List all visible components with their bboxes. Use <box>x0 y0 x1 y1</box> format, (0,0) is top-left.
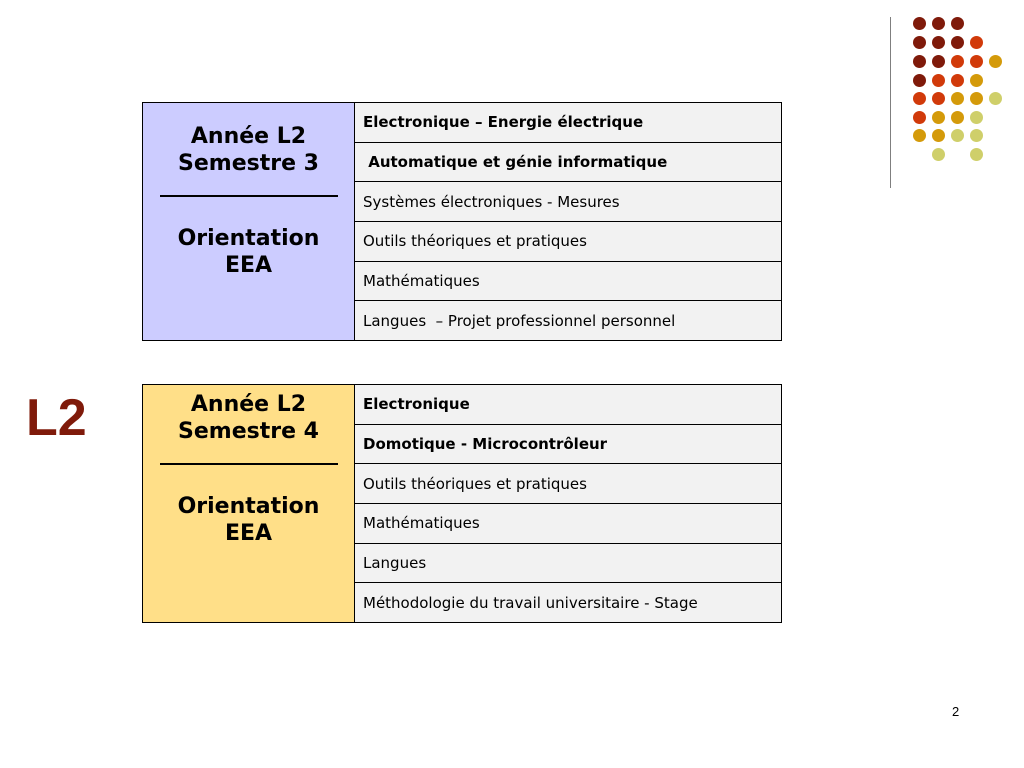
year-label: Année L2 <box>190 392 307 417</box>
dot-icon <box>970 148 983 161</box>
dot-icon <box>970 111 983 124</box>
course-row: Outils théoriques et pratiques <box>355 222 781 262</box>
dot-icon <box>951 36 964 49</box>
dot-icon <box>932 74 945 87</box>
course-row: Méthodologie du travail universitaire - Stage <box>355 583 781 622</box>
orientation-value: EEA <box>224 521 273 546</box>
semester-label: Semestre 4 <box>178 419 319 444</box>
year-label: Année L2 <box>190 124 307 149</box>
course-row: Langues – Projet professionnel personnel <box>355 301 781 340</box>
semester-3-courses <box>355 103 781 340</box>
dot-icon <box>951 55 964 68</box>
decorative-vertical-line <box>890 17 891 188</box>
course-row: Outils théoriques et pratiques <box>355 464 781 504</box>
dot-icon <box>970 74 983 87</box>
dot-icon <box>951 111 964 124</box>
dot-icon <box>932 55 945 68</box>
level-label: L2 <box>26 389 87 447</box>
dot-icon <box>970 55 983 68</box>
semester-label: Semestre 3 <box>178 151 319 176</box>
semester-4-block <box>142 384 782 623</box>
orientation-label: Orientation <box>177 494 320 519</box>
dot-icon <box>913 55 926 68</box>
dot-icon <box>932 148 945 161</box>
dot-icon <box>989 55 1002 68</box>
divider <box>160 463 338 465</box>
course-row: Automatique et génie informatique <box>355 143 781 183</box>
dot-icon <box>932 111 945 124</box>
dot-icon <box>932 129 945 142</box>
course-row: Systèmes électroniques - Mesures <box>355 182 781 222</box>
dot-icon <box>932 92 945 105</box>
dot-icon <box>970 129 983 142</box>
dot-icon <box>932 36 945 49</box>
dot-icon <box>970 36 983 49</box>
dot-icon <box>913 92 926 105</box>
orientation-label: Orientation <box>177 226 320 251</box>
dot-icon <box>951 74 964 87</box>
dot-icon <box>913 36 926 49</box>
dot-icon <box>970 92 983 105</box>
course-row: Electronique – Energie électrique <box>355 103 781 143</box>
course-row: Mathématiques <box>355 504 781 544</box>
course-row: Mathématiques <box>355 262 781 302</box>
dot-icon <box>913 74 926 87</box>
course-row: Langues <box>355 544 781 584</box>
semester-3-header <box>143 103 355 340</box>
semester-3-block <box>142 102 782 341</box>
dot-icon <box>913 17 926 30</box>
orientation-value: EEA <box>224 253 273 278</box>
dot-icon <box>989 92 1002 105</box>
divider <box>160 195 338 197</box>
dot-icon <box>951 17 964 30</box>
dot-icon <box>951 92 964 105</box>
course-row: Domotique - Microcontrôleur <box>355 425 781 465</box>
dot-icon <box>913 111 926 124</box>
dot-icon <box>951 129 964 142</box>
semester-4-header <box>143 385 355 622</box>
dot-icon <box>913 129 926 142</box>
dot-icon <box>932 17 945 30</box>
slide-number: 2 <box>952 704 960 719</box>
course-row: Electronique <box>355 385 781 425</box>
semester-4-courses <box>355 385 781 622</box>
